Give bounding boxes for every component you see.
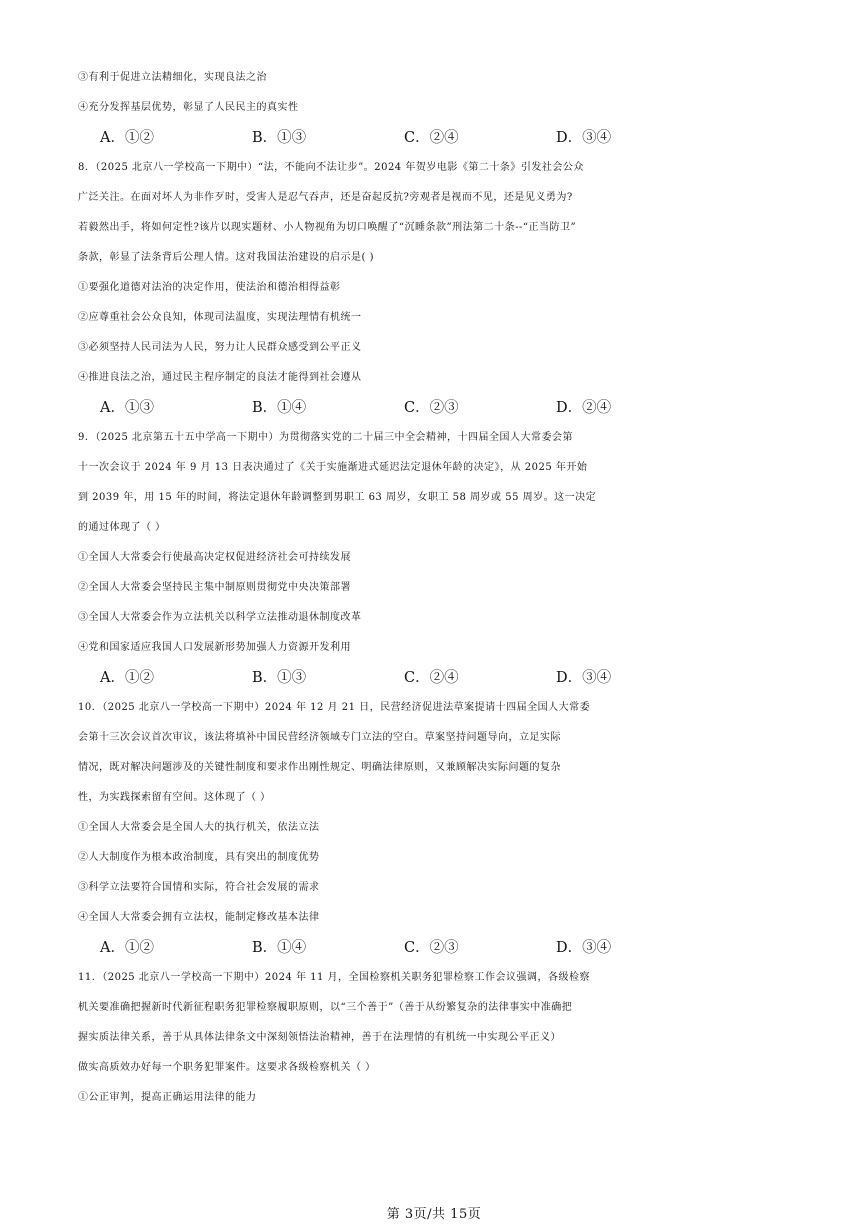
- choice-b: B．①④: [252, 400, 307, 416]
- page-content: [78, 63, 818, 1113]
- choice-b: B．①④: [252, 940, 307, 956]
- question-stem-line: 8．（2025 北京八一学校高一下期中）“法，不能向不法让步”。2024 年贺岁电影《第二十条》引发社会公众: [78, 162, 584, 173]
- option-line: ②全国人大常委会坚持民主集中制原则贯彻党中央决策部署: [78, 582, 351, 593]
- question-stem-line: 握实质法律关系，善于从具体法律条文中深刻领悟法治精神，善于在法理情的有机统一中实现公平正义）: [78, 1032, 561, 1043]
- choice-a: A．①②: [100, 130, 154, 146]
- prev-question-block: [78, 63, 818, 153]
- page-footer: 第 3页/共 15页: [386, 1207, 482, 1222]
- option-line: ④推进良法之治，通过民主程序制定的良法才能得到社会遵从: [78, 372, 362, 383]
- choice-d: D．②④: [556, 400, 612, 416]
- choice-d: D．③④: [556, 940, 612, 956]
- choice-b: B．①③: [252, 130, 307, 146]
- question-8: [78, 153, 818, 423]
- question-stem-line: 广泛关注。在面对坏人为非作歹时，受害人是忍气吞声，还是奋起反抗?旁观者是视而不见，还是见义勇为?: [78, 192, 573, 203]
- question-stem-line: 10．（2025 北京八一学校高一下期中）2024 年 12 月 21 日，民营经济促进法草案提请十四届全国人大常委: [78, 702, 591, 713]
- choice-c: C．②④: [404, 130, 459, 146]
- question-stem-line: 情况，既对解决问题涉及的关键性制度和要求作出刚性规定、明确法律原则，又兼顾解决实际问题的复杂: [78, 762, 561, 773]
- question-stem-line: 若毅然出手，将如何定性?该片以现实题材、小人物视角为切口唤醒了“沉睡条款”刑法第二十条--“正当防卫”: [78, 222, 577, 233]
- option-line: ②人大制度作为根本政治制度，具有突出的制度优势: [78, 852, 320, 863]
- option-line: ②应尊重社会公众良知，体现司法温度，实现法理情有机统一: [78, 312, 362, 323]
- question-stem-line: 会第十三次会议首次审议，该法将填补中国民营经济领域专门立法的空白。草案坚持问题导向，立足实际: [78, 732, 561, 743]
- answer-choices: [78, 393, 818, 423]
- choice-c: C．②③: [404, 400, 459, 416]
- answer-choices: [78, 123, 818, 153]
- answer-choices: [78, 933, 818, 963]
- choice-d: D．③④: [556, 130, 612, 146]
- option-line: ④党和国家适应我国人口发展新形势加强人力资源开发利用: [78, 642, 351, 653]
- choice-b: B．①③: [252, 670, 307, 686]
- option-line: ①全国人大常委会行使最高决定权促进经济社会可持续发展: [78, 552, 351, 563]
- option-line: ①公正审判，提高正确运用法律的能力: [78, 1092, 257, 1103]
- option-line: ①要强化道德对法治的决定作用，使法治和德治相得益彰: [78, 282, 341, 293]
- choice-c: C．②④: [404, 670, 459, 686]
- question-stem-line: 性，为实践探索留有空间。这体现了（ ）: [78, 792, 271, 803]
- option-line: ④充分发挥基层优势，彰显了人民民主的真实性: [78, 102, 299, 113]
- question-stem-line: 到 2039 年，用 15 年的时间，将法定退休年龄调整到男职工 63 周岁，女职工 58 周岁或 55 周岁。这一决定: [78, 492, 597, 503]
- option-line: ③全国人大常委会作为立法机关以科学立法推动退休制度改革: [78, 612, 362, 623]
- question-stem-line: 条款，彰显了法条背后公理人情。这对我国法治建设的启示是( ): [78, 252, 374, 263]
- answer-choices: [78, 663, 818, 693]
- option-line: ③有利于促进立法精细化，实现良法之治: [78, 72, 267, 83]
- question-stem-line: 11．（2025 北京八一学校高一下期中）2024 年 11 月，全国检察机关职务犯罪检察工作会议强调，各级检察: [78, 972, 591, 983]
- question-stem-line: 十一次会议于 2024 年 9 月 13 日表决通过了《关于实施渐进式延迟法定退休年龄的决定》，从 2025 年开始: [78, 462, 588, 473]
- choice-c: C．②③: [404, 940, 459, 956]
- question-11: [78, 963, 818, 1113]
- choice-a: A．①②: [100, 940, 154, 956]
- option-line: ①全国人大常委会是全国人大的执行机关，依法立法: [78, 822, 320, 833]
- option-line: ④全国人大常委会拥有立法权，能制定修改基本法律: [78, 912, 320, 923]
- question-stem-line: 9．（2025 北京第五十五中学高一下期中）为贯彻落实党的二十届三中全会精神，十四届全国人大常委会第: [78, 432, 573, 443]
- question-stem-line: 机关要准确把握新时代新征程职务犯罪检察履职原则，以“三个善于”（善于从纷繁复杂的法律事实中准确把: [78, 1002, 573, 1013]
- question-stem-line: 做实高质效办好每一个职务犯罪案件。这要求各级检察机关（ ）: [78, 1062, 376, 1073]
- question-stem-line: 的通过体现了（ ）: [78, 522, 166, 533]
- option-line: ③必须坚持人民司法为人民，努力让人民群众感受到公平正义: [78, 342, 362, 353]
- option-line: ③科学立法要符合国情和实际，符合社会发展的需求: [78, 882, 320, 893]
- question-9: [78, 423, 818, 693]
- question-10: [78, 693, 818, 963]
- choice-a: A．①②: [100, 670, 154, 686]
- choice-a: A．①③: [100, 400, 154, 416]
- choice-d: D．③④: [556, 670, 612, 686]
